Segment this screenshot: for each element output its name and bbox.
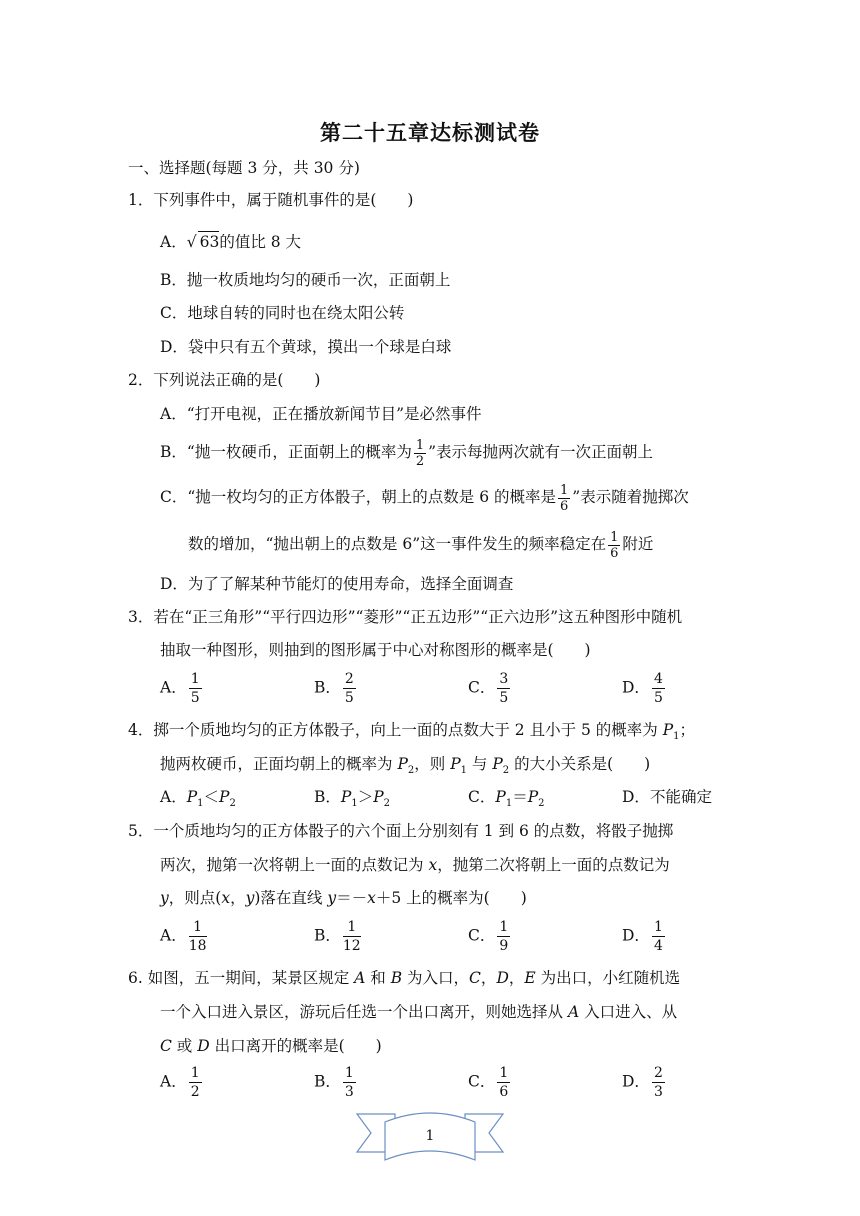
q6-option-b: B． $\frac{1}{3}$ xyxy=(314,1065,354,1100)
page-number: 1 xyxy=(425,1128,435,1144)
q4-line2: 抛两枚硬币，正面均朝上的概率为 $P_2$，则 $P_1$ 与 $P_2$ 的大小关系是( ) xyxy=(160,755,651,777)
q4-option-d: D．不能确定 xyxy=(622,788,712,806)
q5-option-b: B． $\frac{1}{12}$ xyxy=(314,919,361,954)
q1-stem: 1．下列事件中，属于随机事件的是( ) xyxy=(128,191,414,209)
q1-option-a: A．√ 63的值比 8 大 xyxy=(160,233,302,251)
q6-line3: C 或 D 出口离开的概率是( ) xyxy=(160,1037,382,1055)
q2-option-c: C．“抛一枚均匀的正方体骰子，朝上的点数是 6 的概率是 $\frac{1}{6}$ ”表示随着抛掷次 xyxy=(160,482,689,514)
q3-option-c: C． $\frac{3}{5}$ xyxy=(468,671,509,706)
page-title: 第二十五章达标测试卷 xyxy=(320,120,540,145)
q2-option-b: B．“抛一枚硬币，正面朝上的概率为 $\frac{1}{2}$ ”表示每抛两次就有一次正面朝上 xyxy=(160,437,654,469)
q2-stem: 2．下列说法正确的是( ) xyxy=(128,371,321,389)
q3-line2: 抽取一种图形，则抽到的图形属于中心对称图形的概率是( ) xyxy=(160,641,591,659)
q1-option-d: D．袋中只有五个黄球，摸出一个球是白球 xyxy=(160,338,452,356)
q5-line1: 5．一个质地均匀的正方体骰子的六个面上分别刻有 1 到 6 的点数，将骰子抛掷 xyxy=(128,822,674,840)
q5-line2: 两次，抛第一次将朝上一面的点数记为 x，抛第二次将朝上一面的点数记为 xyxy=(160,856,670,874)
q2-option-c-cont: 数的增加，“抛出朝上的点数是 6”这一事件发生的频率稳定在 $\frac{1}{6}$ 附近 xyxy=(188,529,654,561)
q4-line1: 4．掷一个质地均匀的正方体骰子，向上一面的点数大于 2 且小于 5 的概率为 $P_1$； xyxy=(128,721,696,743)
q5-option-a: A． $\frac{1}{18}$ xyxy=(160,919,207,954)
q1-option-b: B．抛一枚质地均匀的硬币一次，正面朝上 xyxy=(160,271,451,289)
q4-option-b: B．$P_1>P_2$ xyxy=(314,788,391,810)
q5-option-c: C． $\frac{1}{9}$ xyxy=(468,919,509,954)
q3-option-d: D． $\frac{4}{5}$ xyxy=(622,671,663,706)
q6-line2: 一个入口进入景区，游玩后任选一个出口离开，则她选择从 A 入口进入、从 xyxy=(160,1003,678,1021)
q6-option-a: A． $\frac{1}{2}$ xyxy=(160,1065,200,1100)
section-heading: 一、选择题(每题 3 分，共 30 分) xyxy=(128,159,360,177)
q2-option-a: A．“打开电视，正在播放新闻节目”是必然事件 xyxy=(160,405,482,423)
q4-option-a: A．$P_1<P_2$ xyxy=(160,788,236,810)
q3-line1: 3．若在“正三角形”“平行四边形”“菱形”“正五边形”“正六边形”这五种图形中随机 xyxy=(128,608,683,626)
q3-option-b: B． $\frac{2}{5}$ xyxy=(314,671,354,706)
q2-option-d: D．为了了解某种节能灯的使用寿命，选择全面调查 xyxy=(160,575,514,593)
page-number-ribbon xyxy=(355,1108,505,1168)
q6-option-d: D． $\frac{2}{3}$ xyxy=(622,1065,663,1100)
q5-option-d: D． $\frac{1}{4}$ xyxy=(622,919,663,954)
q4-option-c: C．$P_1=P_2$ xyxy=(468,788,545,810)
q6-line1: 6. 如图，五一期间，某景区规定 A 和 B 为入口，C，D，E 为出口，小红随机选 xyxy=(128,969,681,987)
q3-option-a: A． $\frac{1}{5}$ xyxy=(160,671,200,706)
q1-option-c: C．地球自转的同时也在绕太阳公转 xyxy=(160,304,405,322)
q5-line3: y，则点(x，y)落在直线 y＝－x＋5 上的概率为( ) xyxy=(160,889,527,907)
q6-option-c: C． $\frac{1}{6}$ xyxy=(468,1065,509,1100)
